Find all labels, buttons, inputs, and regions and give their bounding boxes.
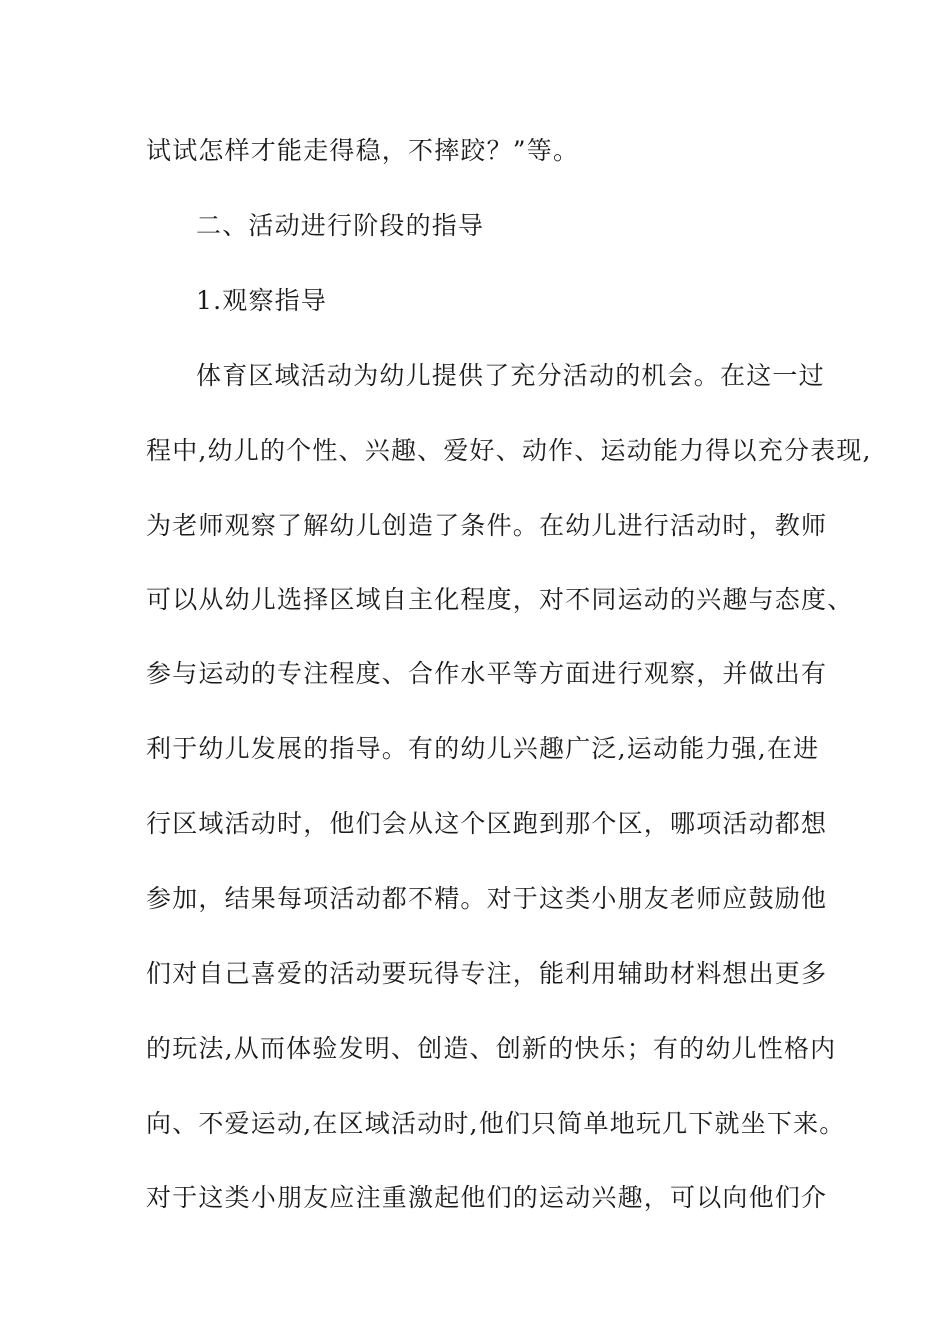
paragraph-line: 为老师观察了解幼儿创造了条件。在幼儿进行活动时，教师 [146, 511, 828, 540]
paragraph-line: 们对自己喜爱的活动要玩得专注，能利用辅助材料想出更多 [146, 959, 828, 988]
paragraph-line: 行区域活动时，他们会从这个区跑到那个区，哪项活动都想 [146, 809, 828, 838]
paragraph-line: 体育区域活动为幼儿提供了充分活动的机会。在这一过 [196, 361, 825, 390]
paragraph-line: 可以从幼儿选择区域自主化程度，对不同运动的兴趣与态度、 [146, 585, 854, 614]
paragraph-line: 参与运动的专注程度、合作水平等方面进行观察，并做出有 [146, 659, 828, 688]
paragraph-line: 参加，结果每项活动都不精。对于这类小朋友老师应鼓励他 [146, 884, 828, 913]
paragraph-line: 试试怎样才能走得稳，不摔跤？”等。 [146, 136, 580, 165]
paragraph-line: 程中,幼儿的个性、兴趣、爱好、动作、运动能力得以充分表现, [146, 436, 872, 465]
paragraph-line: 利于幼儿发展的指导。有的幼儿兴趣广泛,运动能力强,在进 [146, 734, 820, 763]
section-heading: 二、活动进行阶段的指导 [196, 211, 485, 240]
subsection-heading: 1.观察指导 [196, 286, 328, 315]
paragraph-line: 的玩法,从而体验发明、创造、创新的快乐；有的幼儿性格内 [146, 1034, 837, 1063]
paragraph-line: 向、不爱运动,在区域活动时,他们只简单地玩几下就坐下来。 [146, 1109, 846, 1138]
paragraph-line: 对于这类小朋友应注重激起他们的运动兴趣，可以向他们介 [146, 1183, 828, 1212]
